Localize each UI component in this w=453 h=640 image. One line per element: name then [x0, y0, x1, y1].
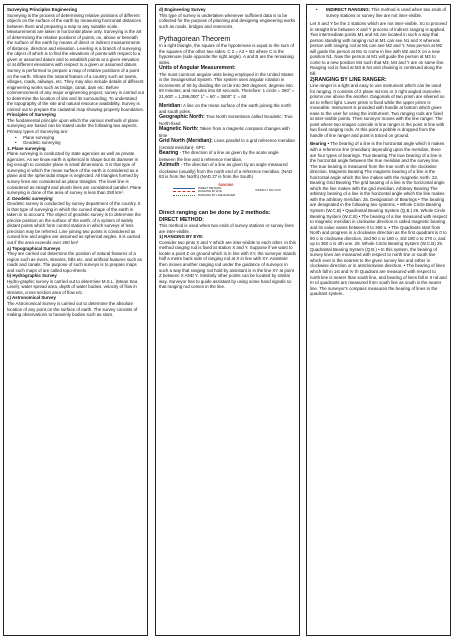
heading-principles: Principles of Surveying: [7, 112, 56, 118]
heading-direct-ranging: Direct ranging can be done by 2 methods:: [159, 209, 271, 216]
indirect-ranging-item: [310, 7, 447, 18]
heading-units-angular: Units of Angular Measurement:: [159, 65, 236, 72]
heading-plane-surveying: 1. Plane surveying: [7, 145, 46, 151]
figure-right-label: INDIRECT METHOD: [254, 187, 281, 192]
heading-geodetic-surveying: 2. Geodetic surveying: [7, 195, 53, 201]
line-ranger-paragraph: Line ranger is a light and easy to use instrument which can be used for ranging. It consists of 2 plane mirrors or 2 right angled isosceles prisms one above the another. Diagonals of two prism are silvered so as to reflect light. Lower prism is fixed while the upper prism is moveable. Instrument is provided with handle at bottom which gives ease to the user for using the instrument. Two ranging rods are fixed at inter-visible points. Then surveyor moves with the line ranger. The point where two images coincide in line ranger is the point in line with two fixed ranging rods. At this point a pebble is dropped from the handle of line ranger and point is traced on ground.: [310, 82, 445, 138]
intro-paragraph: Surveying is the process of determining relative positions of different objects on the surface of the earth by measuring horizontal distances between them and preparing a map to any suitable scale. Measurements are taken in horizontal plane only. Surveying is the art of determining the relative positions of points, on, above or beneath the surface of the earth by means of direct or indirect measurements of distance, direction and elevation. Leveling is a branch of surveying the object of which is to find the elevations of points with respect to a given or assumed datum and to establish points at a given elevation or at different elevations with respect to a given or assumed datum. Survey is performed to prepare a map of relative positions of a point on the earth. Shows the natural feature of a country such as towns, villages, roads, railways, etc. They may also include details of different engineering works such as bridge, canal, dam etc. Before commencement of any major engineering project, survey is carried out to determine the location of site and its surrounding. To understand the topography of the site and natural resource availability. Survey is carried out to prepare the cadastral map showing property boundaries.: [7, 12, 144, 112]
ranging-figure: [165, 183, 287, 207]
hydrographic-paragraph: Hydro-graphic survey is carried out to determine M.S.L. (Mean Sea Level), water spread area, depth of water bodies, velocity of flow in streams, cross-section area of flow etc.: [7, 278, 138, 295]
bearing-types-term: Bearing: [310, 141, 327, 147]
geographic-north-text: True North Sometimes called Geodetic: True North-fixed: [159, 114, 293, 126]
plane-paragraph: Plane surveying is conducted by state agencies as well as private agencies. As we know earth is spherical in shape but its diameter is big enough to consider plane in small dimensions. It is that type of surveying in which the mean surface of the earth is considered as a plane and the spheroidal shape is neglected. All triangles formed by survey lines are considered as plane triangles. The level line is considered as straight and plumb lines are considered parallel. Plane surveying is done of the area of survey is less than 250 km².: [7, 151, 142, 196]
list-item: • Geodetic surveying: [7, 140, 144, 146]
principles-paragraph: The fundamental principle upon which the various methods of plane surveying are based can be stated under the following two aspects. Primary types of Surveying are:: [7, 117, 139, 135]
meridian-term: Meridian:: [159, 102, 183, 109]
geographic-north-paragraph: [159, 114, 296, 126]
indirect-ranging-term: INDIRECT RANGING:: [326, 7, 371, 12]
list-item: • Plane surveying: [7, 135, 144, 141]
meridian-text: A line on the mean surface of the earth joining the north and south poles.: [159, 102, 291, 114]
azimuth-paragraph: [159, 162, 296, 180]
figure-label: RANGING BY EYE: [198, 189, 222, 194]
heading-pythagorean: Pythagorean Theorem: [159, 34, 231, 44]
bearing-types-text: • The bearing of a line is the horizontal angle which it makes with a reference line (meridian) depending upon the meridian, there are four types of bearings. True Bearing The true bearing of a line is the horizontal angle between the true meridian and the survey line. The true bearing is measured from the true north in the clockwise direction. Magnetic Bearing The magnetic bearing of a line is the horizontal angle which the line makes with the magnetic north. 22. Bearing Grid Bearing The grid bearing of a line is the horizontal angle which the line makes with the grid meridian. Arbitrary Bearing The arbitrary bearing of a line is the horizontal angle which the line makes with the arbitrary meridian. 25. Designation of Bearings • The bearing are designated in the following two systems. • Whole Circle Bearing System (W.C.B) • Quadrantal Bearing System (Q.B.) 26. Whole Circle Bearing System (W.C.B) • The bearing of a line measured with respect to magnetic meridian in clockwise direction is called magnetic bearing and its value varies between 0 to 360 o. • The Quadrants start from North and progress in a clockwise direction as the first quadrant is 0 to 90 o in clockwise direction, 2nd 90 o to 180 o, 3rd 180 o to 270 o, and up to 360 o is 4th one. 28. Whole Circle Bearing System (W.C.B) 29. Quadrantal Bearing System (Q.B.) • In this system, the bearing of survey lines are measured with respect to north line or south line which ever is the nearest to the given survey line and either in clockwise direction or in anticlockwise direction. • The bearing of lines which fall in 1st and IV th Quadrant are measured with respect to north line is nearer than south line, and bearing of lines fall in II nd and III rd quadrants are measured from south line as south is the nearer line. The surveyor's compass measures the bearing of lines in the quadrant system.: [310, 141, 447, 297]
bearing-definition-paragraph: [159, 150, 296, 162]
heading-direct-method: DIRECT METHOD:: [159, 216, 204, 223]
units-paragraph: The most common angular units being employed in the United States is the Sexagesimal System. This system uses angular rotation in increments of 60 by dividing the circle into 360 degrees; degrees into 60 minutes; and minutes into 60 seconds. Therefore: 1 circle = 360° = 21,600' = 1,296,000" 1° = 60' = 3600" 1' = 60: [159, 71, 295, 99]
heading-surveying-principles: Surveying Principles Engineering: [7, 7, 78, 12]
figure-line: [173, 188, 195, 189]
grid-north-text: Lines parallel to a grid reference meridian (central meridian)- SPC: [159, 138, 295, 150]
geodetic-paragraph: Geodetic survey is conducted by survey department of the country. It is that type of surveying in which the curved shape of the earth is taken in to account. The object of geodetic survey is to determine the precise position on the surface of the earth, of a system of widely distant points which form control stations in which surveys of less precision may be referred. Line joining two points is considered as curved line and angles are assumed as spherical angles. It is carried out if the area exceeds over 250 km²: [7, 201, 141, 245]
figure-line: [173, 195, 195, 196]
azimuth-text: - The direction of a line as given by an angle measured clockwise (usually) from the north end of a reference meridian. (NAD 83 is from the North) (NAD 27 is from the South): [159, 162, 293, 180]
azimuth-term: Azimuth: [159, 162, 180, 169]
figure-label: DIRECT METHOD: [198, 185, 222, 190]
indirect-ranging-paragraph: Let X and Y be the 2 stations which are not inter-visible. So to proceed in straight line between X and Y process of indirect ranging is applied. Two intermediate points M1 and N1 are located in such a way that person standing with ranging rod at M1 can see N1 and X whereas person with ranging rod at M1 can see M2 and Y. Now person at M2 will guide the person at M1 to come in line with M2 and X on a new position N1. Now the person at M1 will guide the person at M2 to come to a new position M4 such that M3, M4 and Y are on same line. Ranging rod is fixed at M3 & N4 and chaining is continued along the hill.: [310, 21, 447, 77]
meridian-paragraph: [159, 103, 296, 115]
column-3: [306, 4, 451, 636]
topographical-paragraph: They are carried out determine the position of natural features of a region such as rivers, streams, hills etc. and artificial features such as roads and canals. The purpose of such surveys is to prepare maps and such maps of are called topo-sheets.: [7, 251, 142, 273]
heading-hydrographic: b) Hydrographic Survey: [7, 273, 57, 279]
heading-astronomical: c) Astronomical Survey: [7, 295, 56, 301]
indirect-ranging-text: This method is used when two ends of survey stations or survey line are not inter-visible.: [326, 7, 446, 18]
heading-line-ranger: 2)RANGING BY LINE RANGER:: [310, 76, 387, 83]
figure-title: RANGING: [218, 182, 234, 187]
magnetic-north-term: Magnetic North:: [159, 126, 199, 133]
bearing-term: Bearing: [159, 150, 179, 157]
grid-north-paragraph: [159, 138, 296, 150]
heading-topographical: a) Topographical Surveys: [7, 245, 61, 251]
figure-label: RANGING BY LINE RANGER: [198, 192, 236, 197]
engineering-paragraph: This type of survey is undertaken whenever sufficient data is to be collected for the purpose of planning and designing engineering works such as roads, bridges and reservoirs.: [159, 12, 296, 29]
astronomical-paragraph: The Astronomical Survey is carried out to determine the absolute location of any point on the surface of earth. The survey consists of making observations to heavenly bodies such as stars.: [7, 300, 138, 318]
magnetic-north-text: Taken from a magnetic compass changes with time: [159, 126, 290, 138]
ranging-by-eye-paragraph: Consider two pints X and Y which are inter-visible to each other. In this method ranging rod is fixed at station X and Y. Suppose if we want to locate a point Z on ground which is in line with XY, the surveyor stands half a metre back side of ranging rod at X in line with XY. Assistant then moves another ranging rod under the guidance of surveyor in such a way that ranging rod hold by assistant is in the line XY at point Z between X AND Y. Similarly other points can be located by similar way. Surveyor has to guide assistant by using some hand signals so that ranging rod comes in the line.: [159, 239, 296, 290]
geographic-north-term: Geographic North:: [159, 114, 205, 121]
grid-north-term: Grid North (Meridian):: [159, 138, 213, 145]
column-2: [155, 4, 300, 636]
bearing-types-paragraph: [310, 141, 447, 296]
column-1: [3, 4, 148, 636]
heading-ranging-by-eye: 1) RANGING BY EYE:: [159, 234, 204, 240]
direct-method-paragraph: This method is used when two ends of survey stations or survey lines are inter-visible.: [159, 223, 294, 234]
figure-line: [173, 191, 195, 192]
bearing-text: - The direction of a line as given by the acute angle between the line and a reference meridian.: [159, 150, 279, 162]
heading-engineering-survey: d) Engineering Survey: [159, 7, 206, 12]
pythagorean-paragraph: In a right triangle, the square of the hypotenuse is equal to the sum of the squares of the other two sides. C 2 = A2 + B2 where C is the hypotenuse (side opposite the right angle). A and B are the remaining sides.: [159, 43, 294, 65]
magnetic-north-paragraph: [159, 126, 296, 138]
figure-row: [173, 194, 287, 197]
